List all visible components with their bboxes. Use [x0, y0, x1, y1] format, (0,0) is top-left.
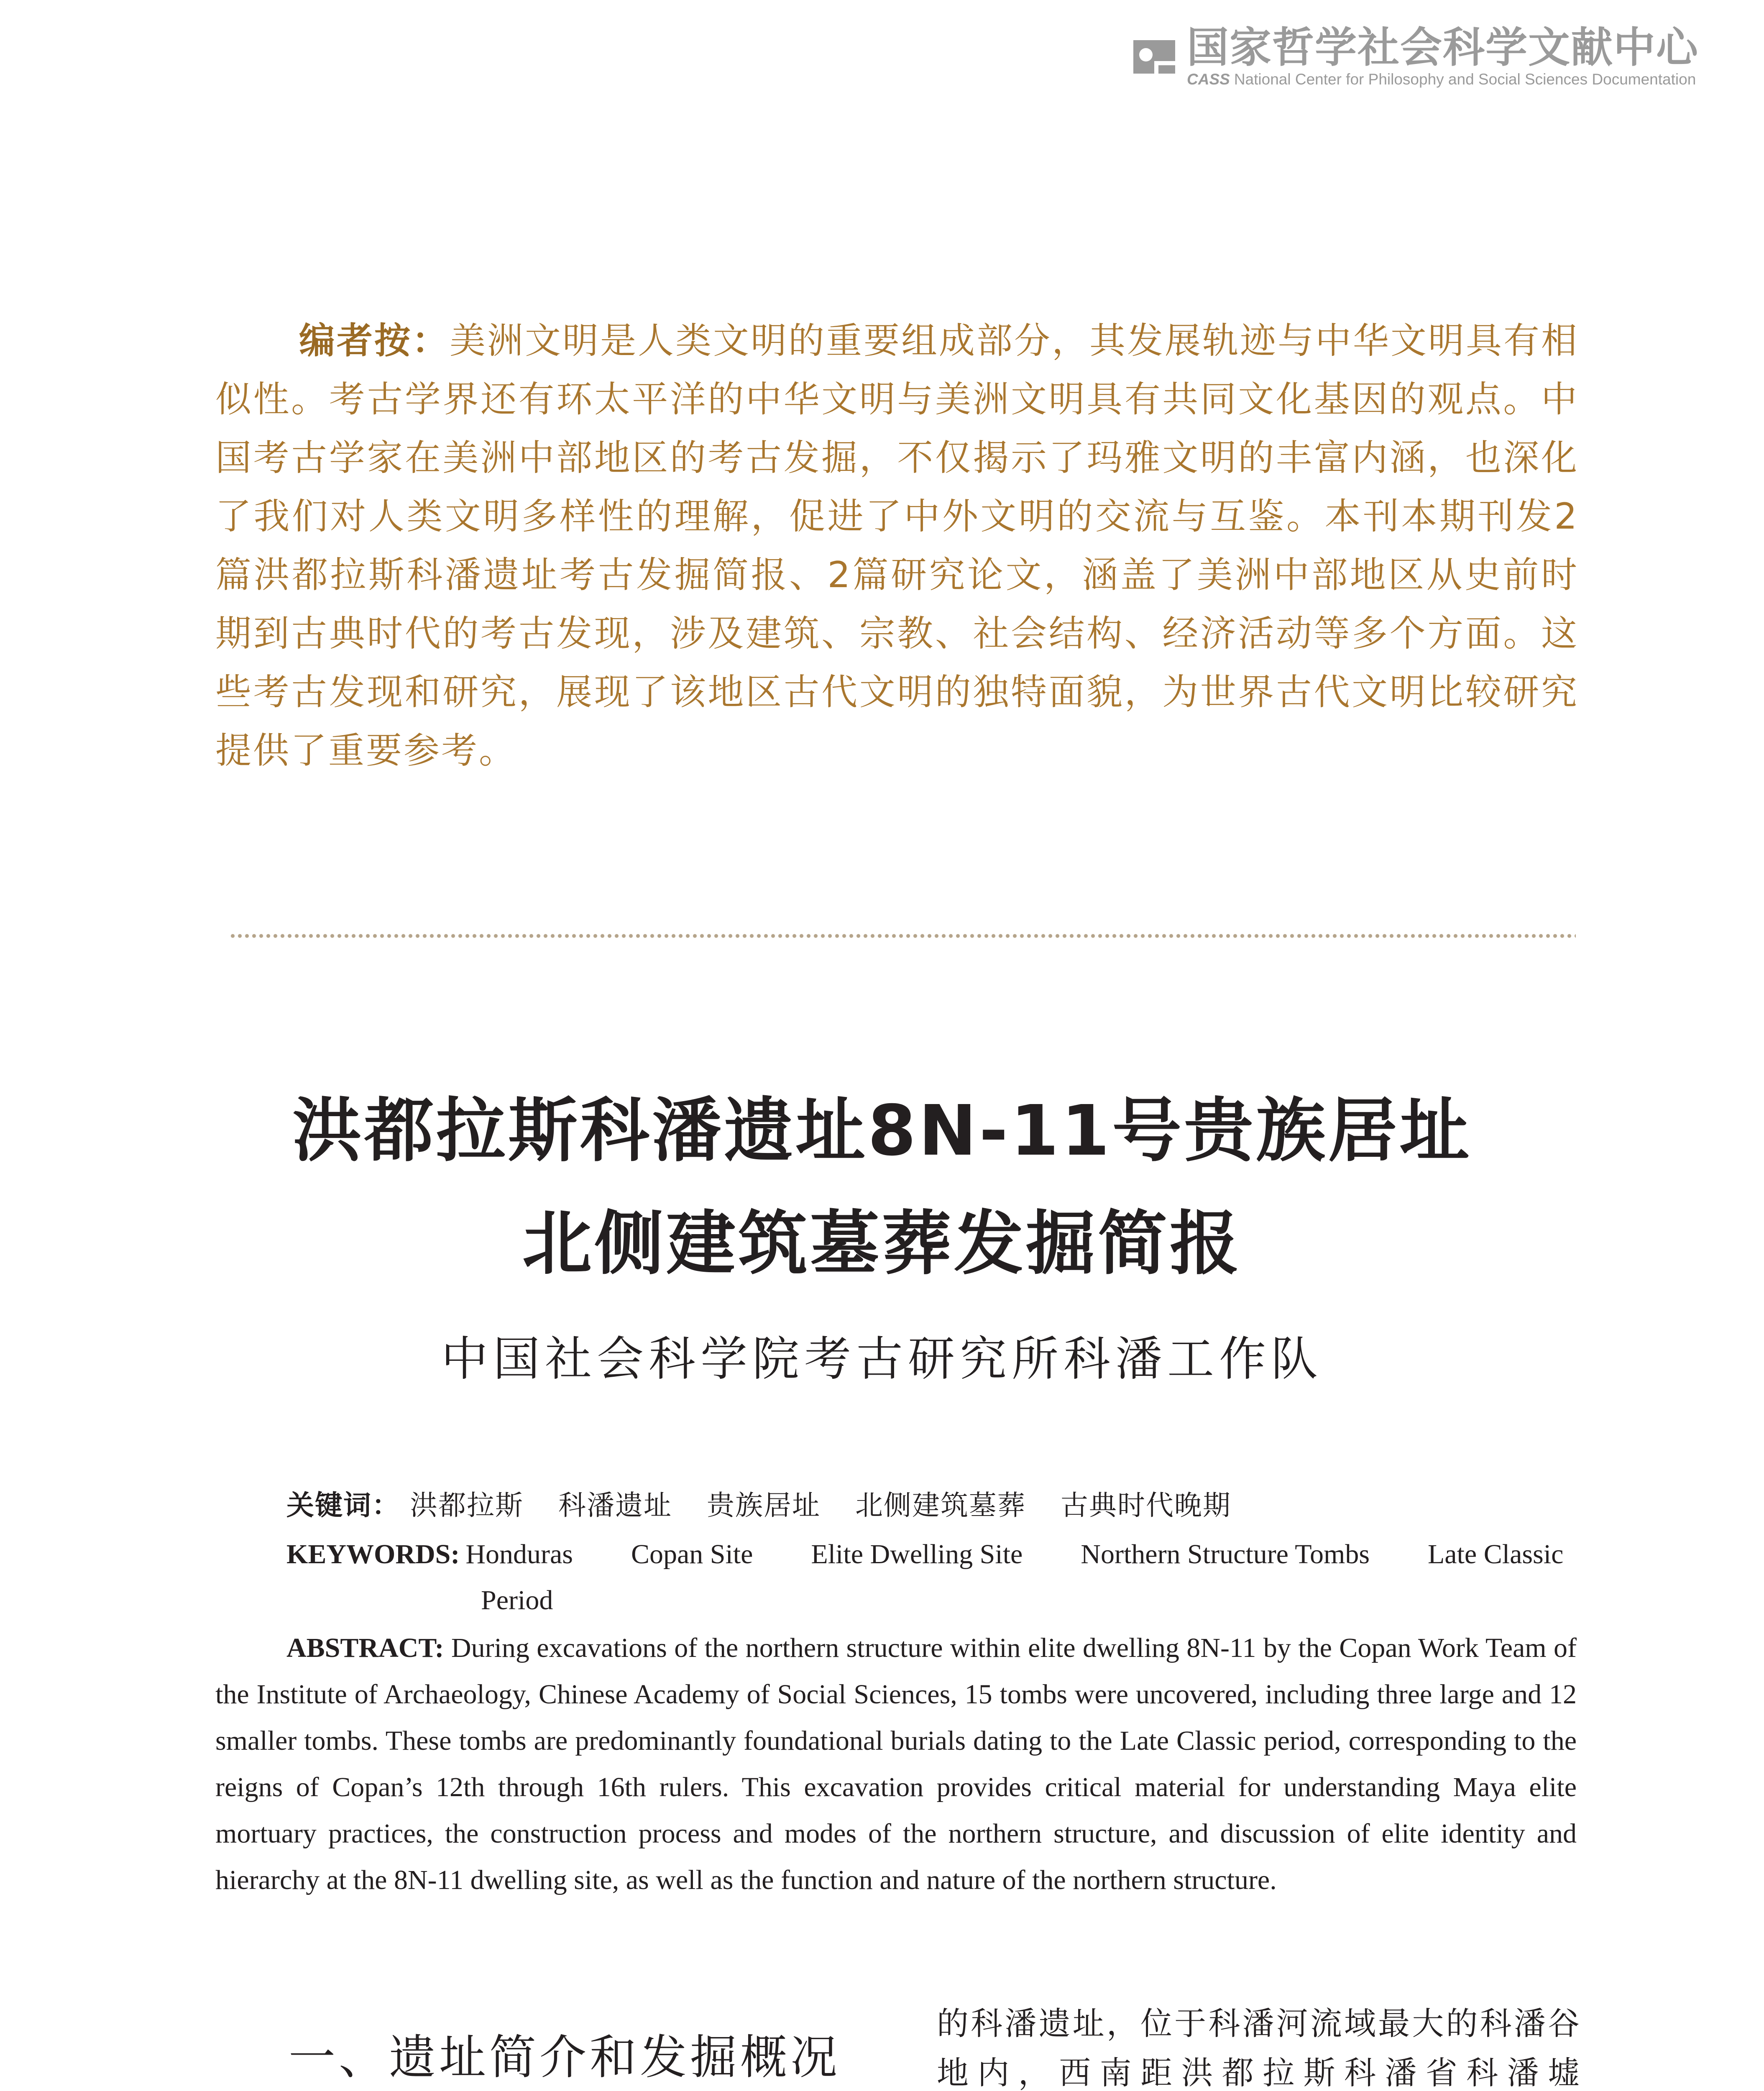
keyword-zh: 贵族居址: [706, 1489, 821, 1521]
article-title-line2: 北侧建筑墓葬发掘简报: [522, 1204, 1242, 1284]
editor-note-text: 美洲文明是人类文明的重要组成部分，其发展轨迹与中华文明具有相似性。考古学界还有环太平洋的中华文明与美洲文明具有共同文化基因的观点。中国考古学家在美洲中部地区的考古发掘，不仅揭示了玛雅文明的丰富内涵，也深化了我们对人类文明多样性的理解，促进了中外文明的交流与互鉴。本刊本期刊发2篇洪都拉斯科潘遗址考古发掘简报、2篇研究论文，涵盖了美洲中部地区从史前时期到古典时代的考古发现，涉及建筑、宗教、社会结构、经济活动等多个方面。这些考古发现和研究，展现了该地区古代文明的独特面貌，为世界古代文明比较研究提供了重要参考。: [215, 320, 1579, 772]
keywords-zh: [286, 1487, 1256, 1524]
keyword-zh: 科潘遗址: [558, 1489, 672, 1521]
keyword-en: Late Classic: [1427, 1539, 1564, 1570]
watermark-title-en: National Center for Philosophy and Social Sciences Documentation: [1234, 71, 1696, 88]
keyword-en: Northern Structure Tombs: [1081, 1539, 1370, 1570]
keywords-en-label: KEYWORDS:: [286, 1539, 460, 1570]
keywords-zh-label: 关键词：: [286, 1489, 400, 1521]
keyword-en: Elite Dwelling Site: [811, 1539, 1023, 1570]
keyword-en-continuation: Period: [481, 1585, 553, 1616]
editor-note-label: 编者按：: [299, 320, 450, 362]
watermark-top: [1129, 23, 1699, 88]
article-title-line1: 洪都拉斯科潘遗址8N-11号贵族居址: [292, 1091, 1472, 1171]
section-heading: 一、遗址简介和发掘概况: [289, 2030, 841, 2085]
keyword-zh: 洪都拉斯: [409, 1489, 524, 1521]
editor-note: [215, 312, 1579, 780]
article-author: 中国社会科学院考古研究所科潘工作队: [441, 1332, 1323, 1386]
keyword-en: Copan Site: [631, 1539, 753, 1570]
abstract-label: ABSTRACT:: [286, 1633, 444, 1663]
abstract-text: During excavations of the northern structure within elite dwelling 8N-11 by the Copan Work Team of the Institute of Archaeology, Chinese Academy of Social Sciences, 15 tombs were uncovered, including three large and 12 smaller tombs. These tombs are predominantly foundational burials dating to the Late Classic period, corresponding to the reigns of Copan’s 12th through 16th rulers. This excavation provides critical material for understanding Maya elite mortuary practices, the construction process and modes of the northern structure, and discussion of elite identity and hierarchy at the 8N-11 dwelling site, as well as the function and nature of the northern structure.: [215, 1633, 1577, 1895]
abstract: [215, 1625, 1577, 1903]
cass-logo-icon: [1129, 36, 1179, 78]
watermark-title-zh: 国家哲学社会科学文献中心: [1187, 23, 1699, 72]
keyword-zh: 北侧建筑墓葬: [855, 1489, 1026, 1521]
divider: [229, 933, 1576, 939]
keywords-en: [286, 1531, 1583, 1623]
section-para-right: 的科潘遗址，位于科潘河流域最大的科潘谷地内，西南距洪都拉斯科潘省科潘墟: [937, 2005, 1581, 2091]
keyword-zh: 古典时代晚期: [1060, 1489, 1231, 1521]
keyword-en: Honduras: [465, 1539, 573, 1570]
watermark-abbr: CASS: [1187, 71, 1230, 88]
